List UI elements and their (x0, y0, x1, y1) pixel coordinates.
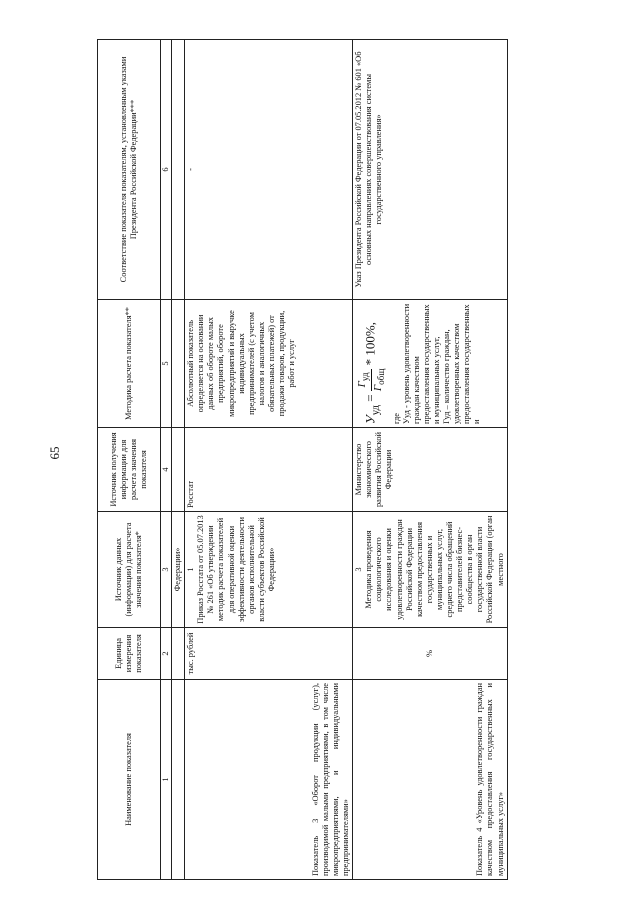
indicator-3-method: Абсолютный показатель определяется на основании данных об обороте малых предприятий, обороте микропредприятий и выручке индивидуальных предпринимателей (с учетом налогов и аналогичных обязательных платежей) от продажи товаров, продукции, работ и услуг (185, 300, 353, 428)
table-cell (172, 40, 185, 300)
indicator-4-decree: Указ Президента Российской Федерации от 07.05.2012 № 601 «Об основных направлениях совершенствования системы государственного управления» (353, 40, 507, 300)
formula-definition: Ууд - уровень удовлетворенности граждан качеством предоставления государственных и муниципальных услуг, (401, 303, 441, 424)
indicator-3-obtain: Росстат (185, 428, 353, 512)
formula-definition: Гуд – количество граждан, удовлетворенных качеством предоставления государственных и (442, 304, 482, 424)
indicator-3-col-number: 1 (186, 567, 196, 572)
satisfaction-formula: $У_{уд}$ = $Г_{уд}$ $Г_{общ}$ * 100%, (356, 322, 387, 424)
indicator-3-unit: тыс. рублей (185, 628, 353, 680)
header-unit: Единица измерения показателя (98, 628, 161, 680)
indicator-4-source-text: Методика проведения социологического исследования и оценки удовлетворенности граждан Российской Федерации качеством предоставления государственных и муниципальных услуг, среднего числа обращений представителей бизнес-сообщества в орган государственной власти Российской Федерации (орган местного (364, 515, 505, 624)
formula-where: где (391, 413, 401, 424)
indicators-table (97, 39, 508, 880)
header-info-source: Источник получения информации для расчета значения показателя (98, 428, 161, 512)
page-number: 65 (47, 446, 62, 460)
table-cell (172, 300, 185, 428)
carry-over-text: Федерации» (172, 512, 185, 628)
header-indicator-name: Наименование показателя (98, 680, 161, 880)
indicator-3-source (185, 512, 353, 628)
header-decree-match: Соответствие показателя показателям, установленным указами Президента Российской Федерации*** (98, 40, 161, 300)
indicator-4-unit: % (353, 628, 507, 680)
column-number-row (161, 40, 172, 880)
indicator-4-method (353, 300, 507, 428)
header-data-source: Источник данных (информации) для расчета значения показателя* (98, 512, 161, 628)
table-cell (172, 628, 185, 680)
table-header-row (98, 40, 161, 880)
rotated-page-content (97, 40, 505, 880)
table-cell (172, 428, 185, 512)
header-method: Методика расчета показателя** (98, 300, 161, 428)
indicator-4-col-number: 3 (354, 567, 364, 572)
indicator-4-source (353, 512, 507, 628)
column-number: 2 (161, 628, 172, 680)
column-number: 4 (161, 428, 172, 512)
carry-over-row (172, 40, 185, 880)
table-cell (172, 680, 185, 880)
table-row (185, 40, 353, 880)
column-number: 5 (161, 300, 172, 428)
indicator-3-source-text: Приказ Росстата от 05.07.2013 № 261 «Об утверждении методик расчета показателей для оперативной оценки эффективности деятельности органов исполнительной власти субъектов Российской Федерации» (196, 515, 276, 624)
column-number: 6 (161, 40, 172, 300)
indicator-4-name: Показатель 4 «Уровень удовлетворенности граждан качеством предоставления государственных и муниципальных услуг» (353, 680, 507, 880)
column-number: 3 (161, 512, 172, 628)
indicator-4-obtain: Министерство экономического развития Российской Федерации (353, 428, 507, 512)
table-row (353, 40, 507, 880)
indicator-3-decree: - (185, 40, 353, 300)
indicator-3-name: Показатель 3 «Оборот продукции (услуг), производимой малыми предприятиями, в том числе микропредприятиями, и индивидуальными предпринимателями» (185, 680, 353, 880)
column-number: 1 (161, 680, 172, 880)
